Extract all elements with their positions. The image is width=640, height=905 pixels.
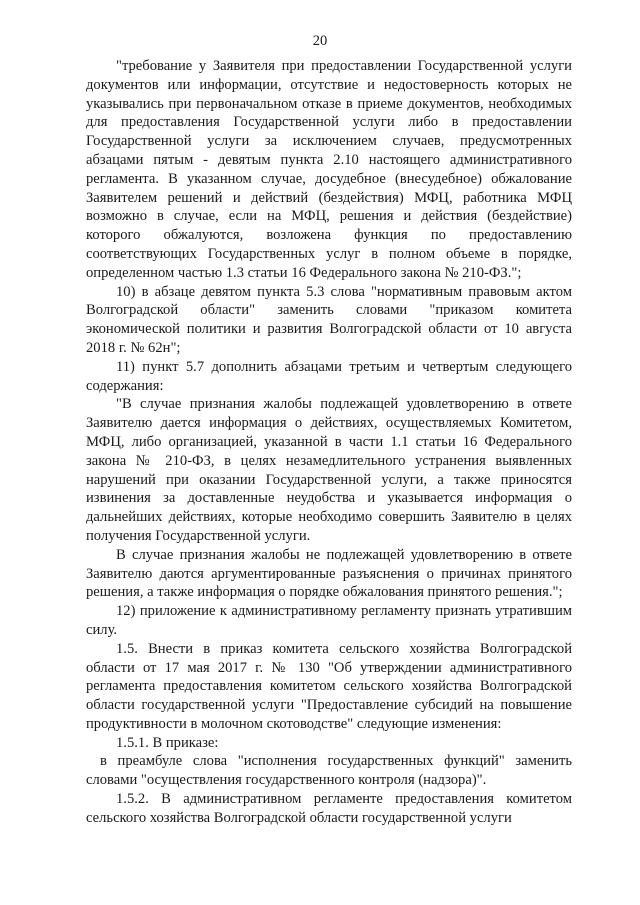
paragraph-section-1-5-1: 1.5.1. В приказе: [116,734,219,751]
paragraph-section-1-5-2: 1.5.2. В административном регламенте предоставления комитетом сельского хозяйства Волгоградской области государственной услуги [86,791,572,826]
paragraph-section-1-5: 1.5. Внести в приказ комитета сельского хозяйства Волгоградской области от 17 мая 2017 г. № 130 "Об утверждении административного регламента предоставления комитетом сельского хозяйства Волгоградской области государственной услуги "Предоставление субсидий на повышение продуктивности в молочном скотоводстве" следующие изменения: [86,640,572,732]
document-body [86,57,572,828]
paragraph-item-11: 11) пункт 5.7 дополнить абзацами третьим и четвертым следующего содержания: [86,358,572,394]
paragraph-complaint-satisfied: "В случае признания жалобы подлежащей удовлетворению в ответе Заявителю дается информация о действиях, осуществляемых Комитетом, МФЦ, либо организацией, указанной в части 1.1 статьи 16 Федерального закона № 210-ФЗ, в целях незамедлительного устранения выявленных нарушений при оказании Государственной услуги, а также приносятся извинения за доставленные неудобства и указывается информация о дальнейших действиях, которые необходимо совершить Заявителю в целях получения Государственной услуги. [86,396,572,544]
page-number: 20 [312,33,328,49]
paragraph-item-12: 12) приложение к административному регламенту признать утратившим силу. [86,603,572,638]
paragraph-item-10: 10) в абзаце девятом пункта 5.3 слова "нормативным правовым актом Волгоградской области" заменить словами "приказом комитета экономической политики и развития Волгоградской области от 10 августа 2018 г. № 62н"; [86,283,572,356]
paragraph-complaint-rejected: В случае признания жалобы не подлежащей удовлетворению в ответе Заявителю даются аргументированные разъяснения о причинах принятого решения, а также информация о порядке обжалования принятого решения."; [86,546,572,601]
paragraph-quoted-requirement: "требование у Заявителя при предоставлении Государственной услуги документов или информации, отсутствие и недостоверность которых не указывались при первоначальном отказе в приеме документов, необходимых для предоставления Государственной услуги либо в предоставлении Государственной услуги за исключением случаев, предусмотренных абзацами пятым - девятым пункта 2.10 настоящего административного регламента. В указанном случае, досудебное (внесудебное) обжалование Заявителем решений и действий (бездействия) МФЦ, работника МФЦ возможно в случае, если на МФЦ, решения и действия (бездействие) которого обжалуются, возложена функция по предоставлению соответствующих Государственных услуг в полном объеме в порядке, определенном частью 1.3 статьи 16 Федерального закона № 210-ФЗ."; [86,58,572,281]
paragraph-preamble-change: в преамбуле слова "исполнения государственных функций" заменить словами "осуществления государственного контроля (надзора)". [86,753,572,789]
